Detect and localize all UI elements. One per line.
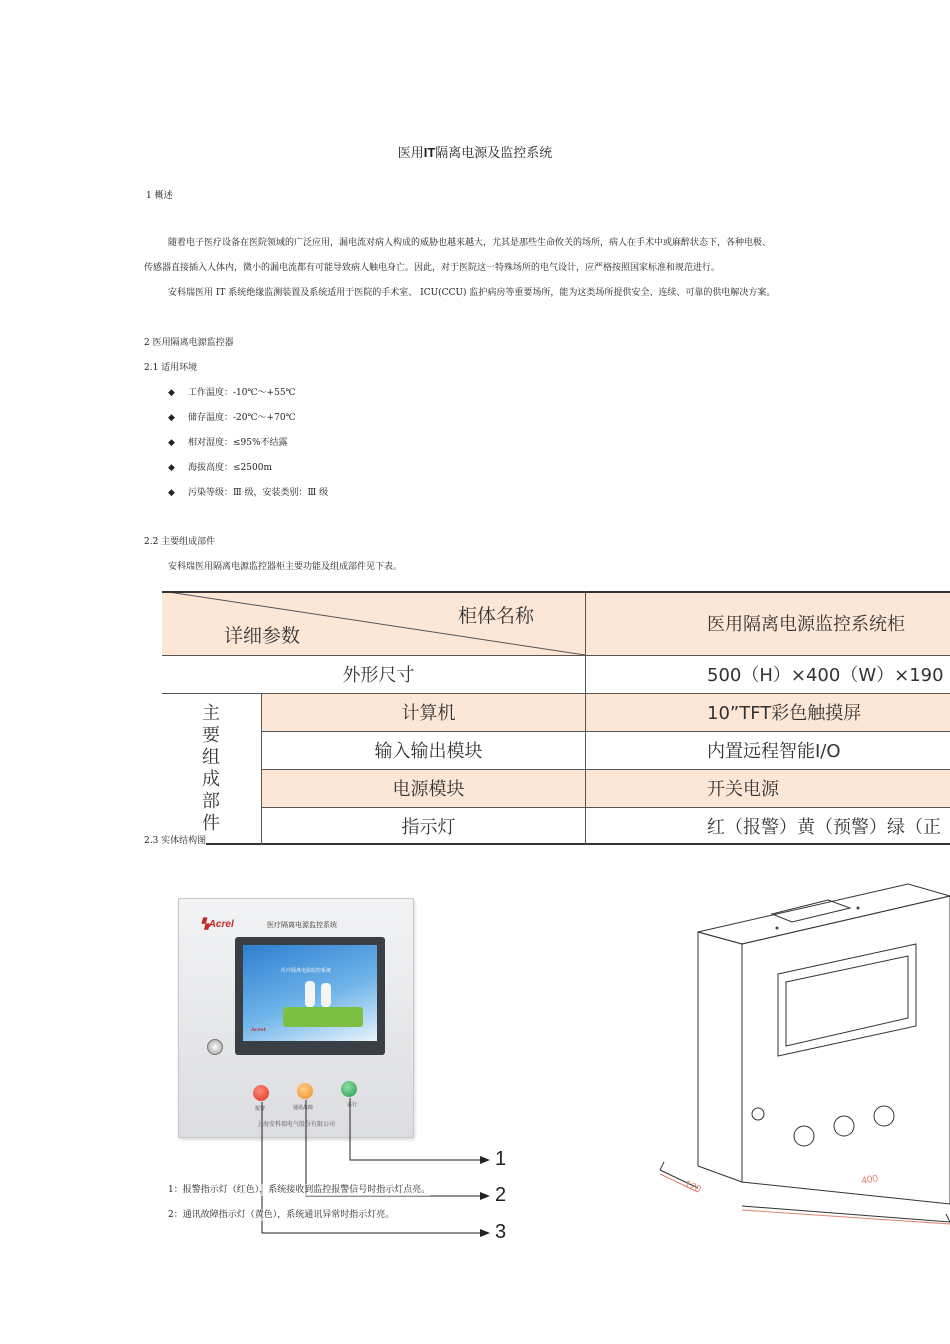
- note-2: 2：通讯故障指示灯（黄色），系统通讯异常时指示灯亮。: [168, 1210, 395, 1220]
- header-cabinet-name: 柜体名称: [458, 605, 535, 627]
- screen-logo: Acrel: [251, 1027, 266, 1033]
- title-prefix: 医用: [397, 146, 424, 161]
- callout-2: 2: [495, 1184, 507, 1206]
- section-2-2-heading: 2.2 主要组成部件: [144, 537, 216, 547]
- group-label: 主 要 组 成 部 件: [202, 703, 220, 834]
- table-row-value: 内置远程智能I/O: [707, 741, 841, 762]
- bullet-diamond-icon: ◆: [168, 438, 175, 448]
- bullet-diamond-icon: ◆: [168, 413, 175, 423]
- panel-title: 医疗隔离电源监控系统: [267, 921, 337, 929]
- table-row-value: 开关电源: [586, 769, 950, 807]
- paragraph-1-line-2: 传感器直接插入人体内，微小的漏电流都有可能导致病人触电身亡。因此，对于医院这一特殊场所的电气设计，应严格按照国家标准和规范进行。: [144, 263, 721, 273]
- section-2-heading: 2 医用隔离电源监控器: [144, 338, 234, 348]
- bullet-item: ◆ 储存温度：-20℃～+70℃: [168, 413, 296, 423]
- cabinet-line-drawing: [640, 870, 950, 1230]
- section-2-2-intro: 安科瑞医用隔离电源监控器柜主要功能及组成部件见下表。: [168, 562, 403, 572]
- header-value-cell: 医用隔离电源监控系统柜: [586, 591, 950, 655]
- lamp-label: 通讯故障: [293, 1105, 314, 1111]
- screen-title: 医疗隔离电源监控系统: [281, 968, 332, 974]
- section-2-3-heading: 2.3 实体结构图: [144, 836, 207, 846]
- section-2-1-heading: 2.1 适用环境: [144, 363, 198, 373]
- title-suffix: 隔离电源及监控系统: [435, 146, 553, 161]
- width-dimension: 400: [860, 1173, 879, 1187]
- lamp-label: 运行: [347, 1102, 358, 1108]
- note-1: 1：报警指示灯（红色），系统接收到监控报警信号时指示灯点亮。: [168, 1185, 431, 1195]
- acrel-logo: ▚Acrel: [201, 919, 234, 930]
- table-row-name: 指示灯: [401, 817, 456, 838]
- size-value-cell: 500（H）×400（W）×190: [707, 665, 944, 686]
- callout-1: 1: [495, 1148, 507, 1170]
- title-bold: IT: [423, 145, 436, 160]
- bullet-diamond-icon: ◆: [168, 388, 175, 398]
- bullet-item: ◆ 相对湿度：≤95%不结露: [168, 438, 288, 448]
- table-row-value: 红（报警）黄（预警）绿（正: [707, 817, 941, 838]
- bullet-item: ◆ 工作温度：-10℃～+55℃: [168, 388, 296, 398]
- bullet-diamond-icon: ◆: [168, 488, 175, 498]
- bullet-item: ◆ 污染等级：Ⅲ 级，安装类别：Ⅲ 级: [168, 488, 329, 498]
- paragraph-1-line-1: 随着电子医疗设备在医院领域的广泛应用，漏电流对病人构成的威胁也越来越大，尤其是那些生命攸关的场所，病人在手术中或麻醉状态下，各种电极、: [168, 238, 772, 248]
- lamp-label: 报警: [255, 1106, 266, 1112]
- table-row-name: 电源模块: [262, 769, 585, 807]
- bullet-diamond-icon: ◆: [168, 463, 175, 473]
- table-row-name: 输入输出模块: [374, 741, 483, 762]
- size-label-cell: 外形尺寸: [342, 665, 415, 686]
- paragraph-2: 安科瑞医用 IT 系统绝缘监测装置及系统适用于医院的手术室、 ICU(CCU) 监护病房等重要场所，能为这类场所提供安全、连续、可靠的供电解决方案。: [168, 288, 776, 298]
- bullet-item: ◆ 海拔高度：≤2500m: [168, 463, 272, 473]
- table-row-value: 10”TFT彩色触摸屏: [586, 693, 950, 731]
- callout-3: 3: [495, 1221, 507, 1243]
- table-row-name: 计算机: [262, 693, 585, 731]
- company-name: 上海安科瑞电气股份有限公司: [257, 1121, 336, 1128]
- depth-dimension: 120: [682, 1178, 703, 1196]
- section-1-heading: 1 概述: [146, 191, 173, 201]
- header-detail-params: 详细参数: [224, 625, 301, 647]
